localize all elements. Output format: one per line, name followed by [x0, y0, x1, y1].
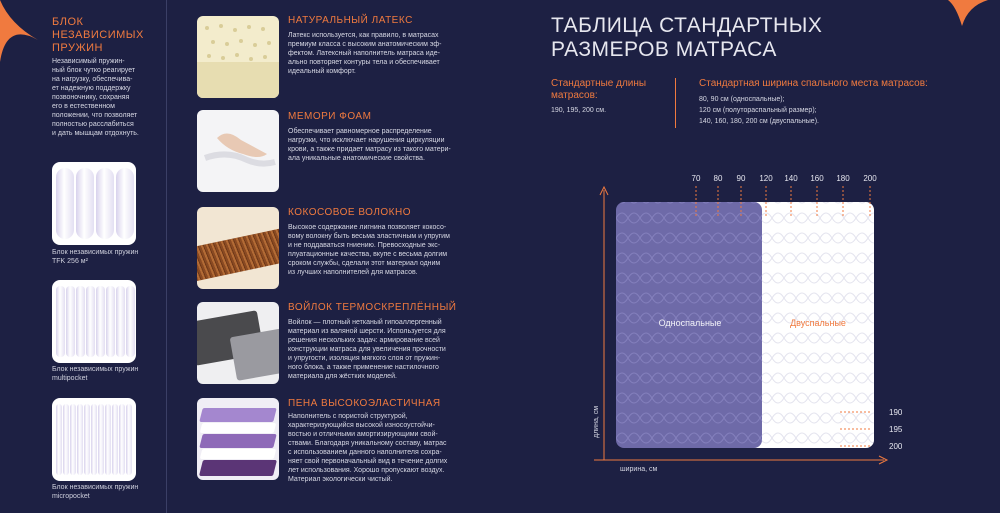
coconut-fiber-image: [197, 207, 279, 289]
single-label: Односпальные: [658, 318, 722, 328]
width-label-80: 80: [713, 174, 723, 183]
coconut-fiber-description: Высокое содержание лигнина позволяет кокосо- вому волокну быть весьма эластичным и упругим и не поддаваться гниению. Превосходные экс- плуатационные качества, вкупе с весьма долгим сроком службы, сделали этот материал одним из лучших наполнителей для матрасов.: [288, 224, 450, 276]
latex-description: Латекс используется, как правило, в матрасах премиум класса с высоким анатомическим эф- фектом. Латексный наполнитель матраса иде- ально повторяет контуры тела и обеспечивает идеальный комфорт.: [288, 32, 442, 75]
width-label-70: 70: [691, 174, 701, 183]
springs-title: БЛОК НЕЗАВИСИМЫХ ПРУЖИН: [52, 16, 144, 54]
memory-foam-title: МЕМОРИ ФОАМ: [288, 111, 372, 122]
sizes-title: ТАБЛИЦА СТАНДАРТНЫХ РАЗМЕРОВ МАТРАСА: [551, 14, 823, 61]
spring-block-tfk-image: [52, 162, 136, 245]
column-divider: [166, 0, 167, 513]
memory-foam-description: Обеспечивает равномерное распределение нагрузки, что исключает нарушения циркуляции крови, а также придает матрасу из такого матери- ала уникальные анатомические свойства.: [288, 128, 451, 162]
corner-decoration-right: [948, 0, 1000, 30]
x-axis-label: ширина, см: [620, 466, 658, 473]
widths-label: Стандартная ширина спального места матрасов:: [699, 78, 928, 89]
high-elastic-foam-description: Наполнитель с пористой структурой, характеризующийся высокой износоустойчи- востью и отличными амортизирующими свой- ствами. Благодаря уникальному составу, матрас с использованием данного наполнителя сохра- няет свой первоначальный вид в течение долгих лет использования. Хорошо пропускают воздух. Материал экологически чистый.: [288, 413, 448, 483]
spring-block-micropocket-caption: Блок независимых пружин micropocket: [52, 484, 139, 500]
width-label-160: 160: [810, 174, 824, 183]
felt-image: [197, 302, 279, 384]
y-axis-label: длина, см: [593, 405, 600, 438]
width-label-180: 180: [836, 174, 850, 183]
felt-description: Войлок — плотный нетканый гипоаллергенный материал из валяной шерсти. Используется для решения нескольких задач: армирование всей конструкции матраса для увеличения прочности и упругости, изоляция мягкого слоя от пружин- ного блока, а также применение настилочного материала для жёстких моделей.: [288, 319, 446, 380]
width-label-200: 200: [863, 174, 877, 183]
length-label-195: 195: [889, 425, 903, 434]
width-label-140: 140: [784, 174, 798, 183]
info-separator: [675, 78, 676, 128]
latex-title: НАТУРАЛЬНЫЙ ЛАТЕКС: [288, 15, 413, 26]
springs-description: Независимый пружин- ный блок чутко реагирует на нагрузку, обеспечива- ет надежную поддержку позвоночнику, сохраняя его в естественном положении, что позволяет полностью расслабиться и дать мышцам отдохнуть.: [52, 58, 139, 137]
high-elastic-foam-image: [197, 398, 279, 480]
spring-block-multipocket-image: [52, 280, 136, 363]
length-label-200: 200: [889, 442, 903, 451]
memory-foam-image: [197, 110, 279, 192]
high-elastic-foam-title: ПЕНА ВЫСОКОЭЛАСТИЧНАЯ: [288, 398, 441, 409]
lengths-value: 190, 195, 200 см.: [551, 107, 607, 114]
width-label-90: 90: [736, 174, 746, 183]
length-label-190: 190: [889, 408, 903, 417]
spring-block-micropocket-image: [52, 398, 136, 481]
coconut-fiber-title: КОКОСОВОЕ ВОЛОКНО: [288, 207, 411, 218]
mattress-size-diagram: [580, 168, 920, 478]
felt-title: ВОЙЛОК ТЕРМОСКРЕПЛЁННЫЙ: [288, 302, 457, 313]
lengths-label: Стандартные длины матрасов:: [551, 78, 647, 101]
width-label-120: 120: [759, 174, 773, 183]
spring-block-multipocket-caption: Блок независимых пружин multipocket: [52, 366, 139, 382]
widths-values: 80, 90 см (односпальные); 120 см (полутораспальный размер); 140, 160, 180, 200 см (двуспальные).: [699, 96, 819, 125]
spring-block-tfk-caption: Блок независимых пружин TFK 256 м²: [52, 249, 139, 265]
latex-image: [197, 16, 279, 98]
double-label: Двуспальные: [790, 318, 846, 328]
corner-decoration-left: [0, 0, 40, 70]
